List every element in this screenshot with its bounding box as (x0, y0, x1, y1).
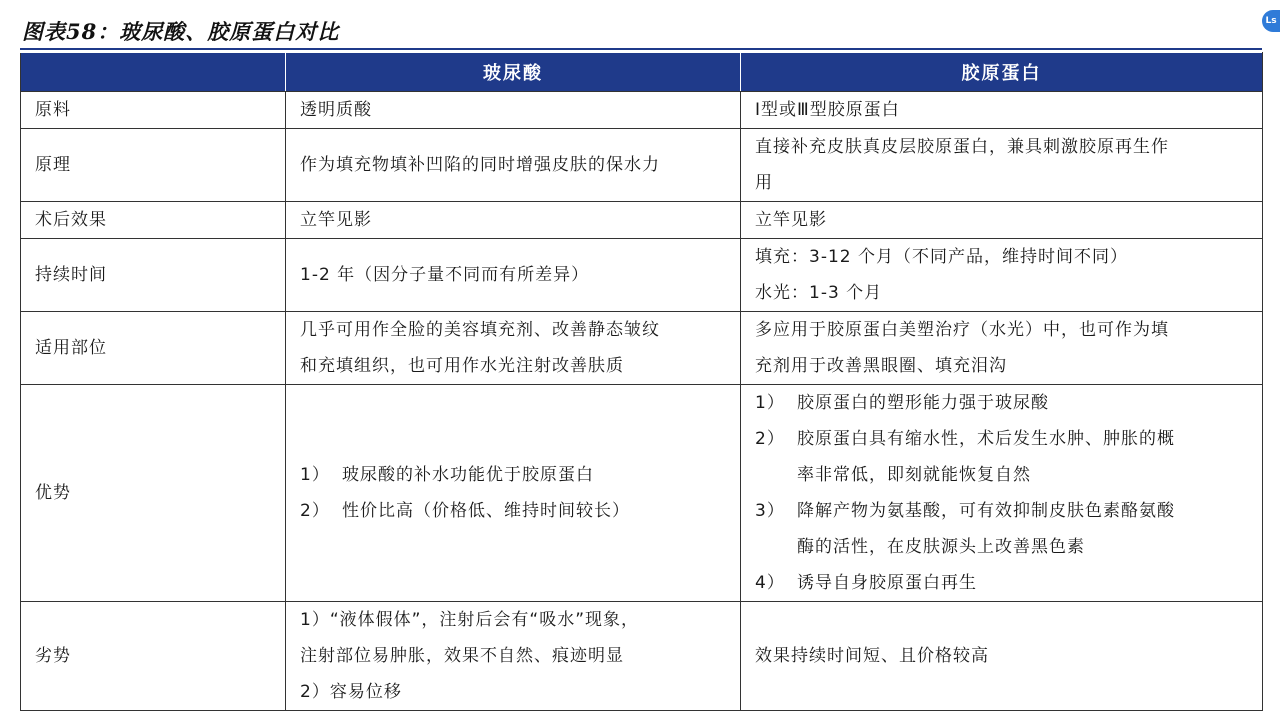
table-row (21, 385, 1263, 602)
table-row (21, 239, 1263, 312)
header-empty (21, 53, 286, 92)
title-divider (20, 48, 1262, 50)
cell-hyaluronic-effect: 立竿见影 (286, 202, 741, 239)
row-label-site: 适用部位 (21, 312, 286, 385)
hyaluronic-disadv-line3: 2）容易位移 (300, 682, 402, 702)
table-row (21, 92, 1263, 129)
list-item-continuation: 率非常低，即刻就能恢复自然 (797, 465, 1031, 485)
list-item-continuation: 酶的活性，在皮肤源头上改善黑色素 (797, 537, 1085, 557)
hyaluronic-disadv-line1: 1）“液体假体”，注射后会有“吸水”现象， (300, 610, 640, 630)
list-item: 1） 玻尿酸的补水功能优于胶原蛋白 (300, 465, 594, 485)
cell-collagen-raw: Ⅰ型或Ⅲ型胶原蛋白 (741, 92, 1263, 129)
list-item: 3） 降解产物为氨基酸，可有效抑制皮肤色素酪氨酸 (755, 501, 1175, 521)
header-hyaluronic: 玻尿酸 (286, 53, 741, 92)
cell-collagen-site (741, 312, 1263, 385)
corner-badge-icon[interactable]: Ls (1262, 10, 1280, 32)
table-row (21, 312, 1263, 385)
collagen-duration-line2: 水光：1-3 个月 (755, 283, 883, 303)
row-label-raw: 原料 (21, 92, 286, 129)
collagen-duration-line1: 填充：3-12 个月（不同产品，维持时间不同） (755, 247, 1128, 267)
cell-hyaluronic-principle: 作为填充物填补凹陷的同时增强皮肤的保水力 (286, 129, 741, 202)
header-collagen: 胶原蛋白 (741, 53, 1263, 92)
row-label-duration: 持续时间 (21, 239, 286, 312)
cell-hyaluronic-duration: 1-2 年（因分子量不同而有所差异） (286, 239, 741, 312)
table-row (21, 129, 1263, 202)
row-label-disadvantage: 劣势 (21, 602, 286, 711)
collagen-principle-line2: 用 (755, 173, 773, 193)
figure-title: 图表58：玻尿酸、胶原蛋白对比 (22, 19, 340, 44)
cell-collagen-duration (741, 239, 1263, 312)
table-row (21, 202, 1263, 239)
collagen-site-line2: 充剂用于改善黑眼圈、填充泪沟 (755, 356, 1007, 376)
row-label-principle: 原理 (21, 129, 286, 202)
table-row (21, 602, 1263, 711)
cell-hyaluronic-raw: 透明质酸 (286, 92, 741, 129)
cell-hyaluronic-advantage (286, 385, 741, 602)
table-header-row (21, 53, 1263, 92)
list-item: 2） 胶原蛋白具有缩水性，术后发生水肿、肿胀的概 (755, 429, 1175, 449)
cell-hyaluronic-disadvantage (286, 602, 741, 711)
cell-hyaluronic-site (286, 312, 741, 385)
cell-collagen-effect: 立竿见影 (741, 202, 1263, 239)
row-label-effect: 术后效果 (21, 202, 286, 239)
list-item: 4） 诱导自身胶原蛋白再生 (755, 573, 977, 593)
cell-collagen-advantage (741, 385, 1263, 602)
collagen-principle-line1: 直接补充皮肤真皮层胶原蛋白，兼具刺激胶原再生作 (755, 137, 1169, 157)
cell-collagen-principle (741, 129, 1263, 202)
hyaluronic-site-line2: 和充填组织，也可用作水光注射改善肤质 (300, 356, 624, 376)
hyaluronic-disadv-line2: 注射部位易肿胀，效果不自然、痕迹明显 (300, 646, 624, 666)
row-label-advantage: 优势 (21, 385, 286, 602)
list-item: 1） 胶原蛋白的塑形能力强于玻尿酸 (755, 393, 1049, 413)
hyaluronic-site-line1: 几乎可用作全脸的美容填充剂、改善静态皱纹 (300, 320, 660, 340)
collagen-site-line1: 多应用于胶原蛋白美塑治疗（水光）中，也可作为填 (755, 320, 1169, 340)
list-item: 2） 性价比高（价格低、维持时间较长） (300, 501, 630, 521)
comparison-table (20, 52, 1263, 711)
cell-collagen-disadvantage: 效果持续时间短、且价格较高 (741, 602, 1263, 711)
